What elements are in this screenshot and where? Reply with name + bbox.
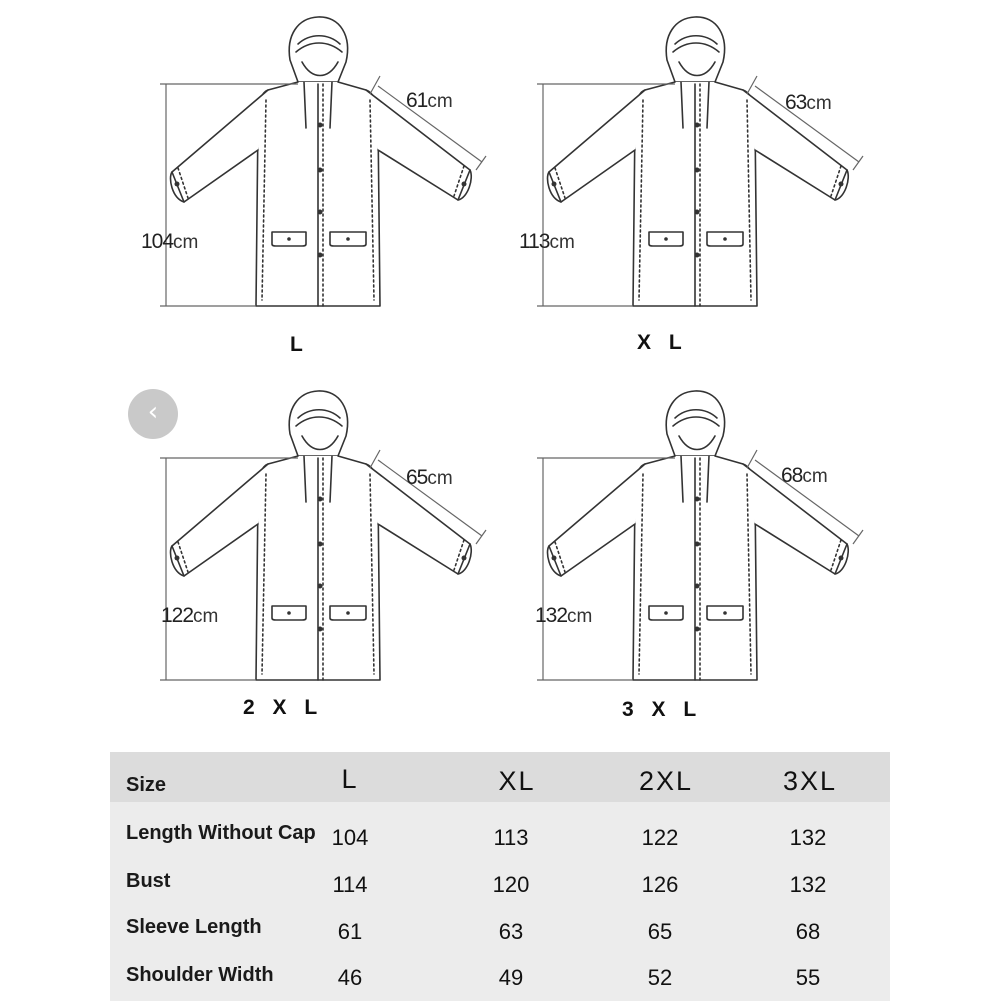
size-label: 3 X L — [622, 698, 703, 721]
table-cell: 52 — [647, 965, 673, 990]
length-measure — [161, 604, 218, 628]
table-cell: 61 — [337, 919, 363, 944]
header-size-label: Size — [126, 774, 167, 796]
length-unit: cm — [193, 606, 219, 627]
sleeve-value: 65 — [406, 466, 428, 489]
table-cell: 132 — [789, 825, 827, 850]
size-label: X L — [637, 331, 688, 354]
length-unit: cm — [549, 232, 575, 253]
row-label-sleeve: Sleeve Length — [126, 916, 262, 938]
table-cell: 63 — [498, 919, 524, 944]
size-chart-table — [110, 752, 890, 1001]
length-measure — [519, 230, 575, 254]
table-cell: 126 — [641, 872, 679, 897]
sleeve-value: 63 — [785, 91, 807, 114]
sleeve-value: 61 — [406, 89, 428, 112]
header-size-3xl: 3XL — [782, 766, 838, 796]
coat-panel-3xl — [377, 374, 877, 744]
header-size-l: L — [341, 764, 359, 794]
sleeve-measure — [781, 464, 828, 488]
length-value: 113 — [519, 230, 550, 253]
table-cell: 68 — [795, 919, 821, 944]
chevron-left-icon: ‹ — [147, 397, 159, 427]
length-value: 104 — [141, 230, 174, 253]
table-cell: 114 — [332, 872, 368, 897]
table-cell: 122 — [641, 825, 679, 850]
table-cell: 120 — [492, 872, 530, 897]
table-cell: 104 — [331, 825, 369, 850]
row-label-length: Length Without Cap — [126, 822, 316, 844]
length-unit: cm — [173, 232, 199, 253]
header-size-2xl: 2XL — [638, 766, 694, 796]
size-label: L — [290, 333, 309, 356]
length-measure — [535, 604, 592, 628]
sleeve-value: 68 — [781, 464, 803, 487]
length-unit: cm — [567, 606, 593, 627]
sleeve-unit: cm — [806, 93, 832, 114]
size-label: 2 X L — [243, 696, 324, 719]
row-label-shoulder: Shoulder Width — [126, 964, 274, 986]
table-cell: 113 — [493, 825, 529, 850]
coat-panel-xl — [377, 0, 877, 370]
sleeve-measure — [785, 91, 832, 115]
table-cell: 55 — [795, 965, 821, 990]
length-value: 132 — [535, 604, 568, 627]
length-measure — [141, 230, 198, 254]
row-label-bust: Bust — [126, 870, 171, 892]
length-value: 122 — [161, 604, 194, 627]
sleeve-unit: cm — [427, 91, 453, 112]
table-cell: 132 — [789, 872, 827, 897]
sleeve-unit: cm — [802, 466, 828, 487]
table-cell: 65 — [647, 919, 673, 944]
table-cell: 49 — [498, 965, 524, 990]
previous-image-button[interactable] — [128, 389, 178, 439]
header-size-xl: XL — [498, 766, 536, 796]
table-cell: 46 — [337, 965, 363, 990]
sleeve-unit: cm — [427, 468, 453, 489]
